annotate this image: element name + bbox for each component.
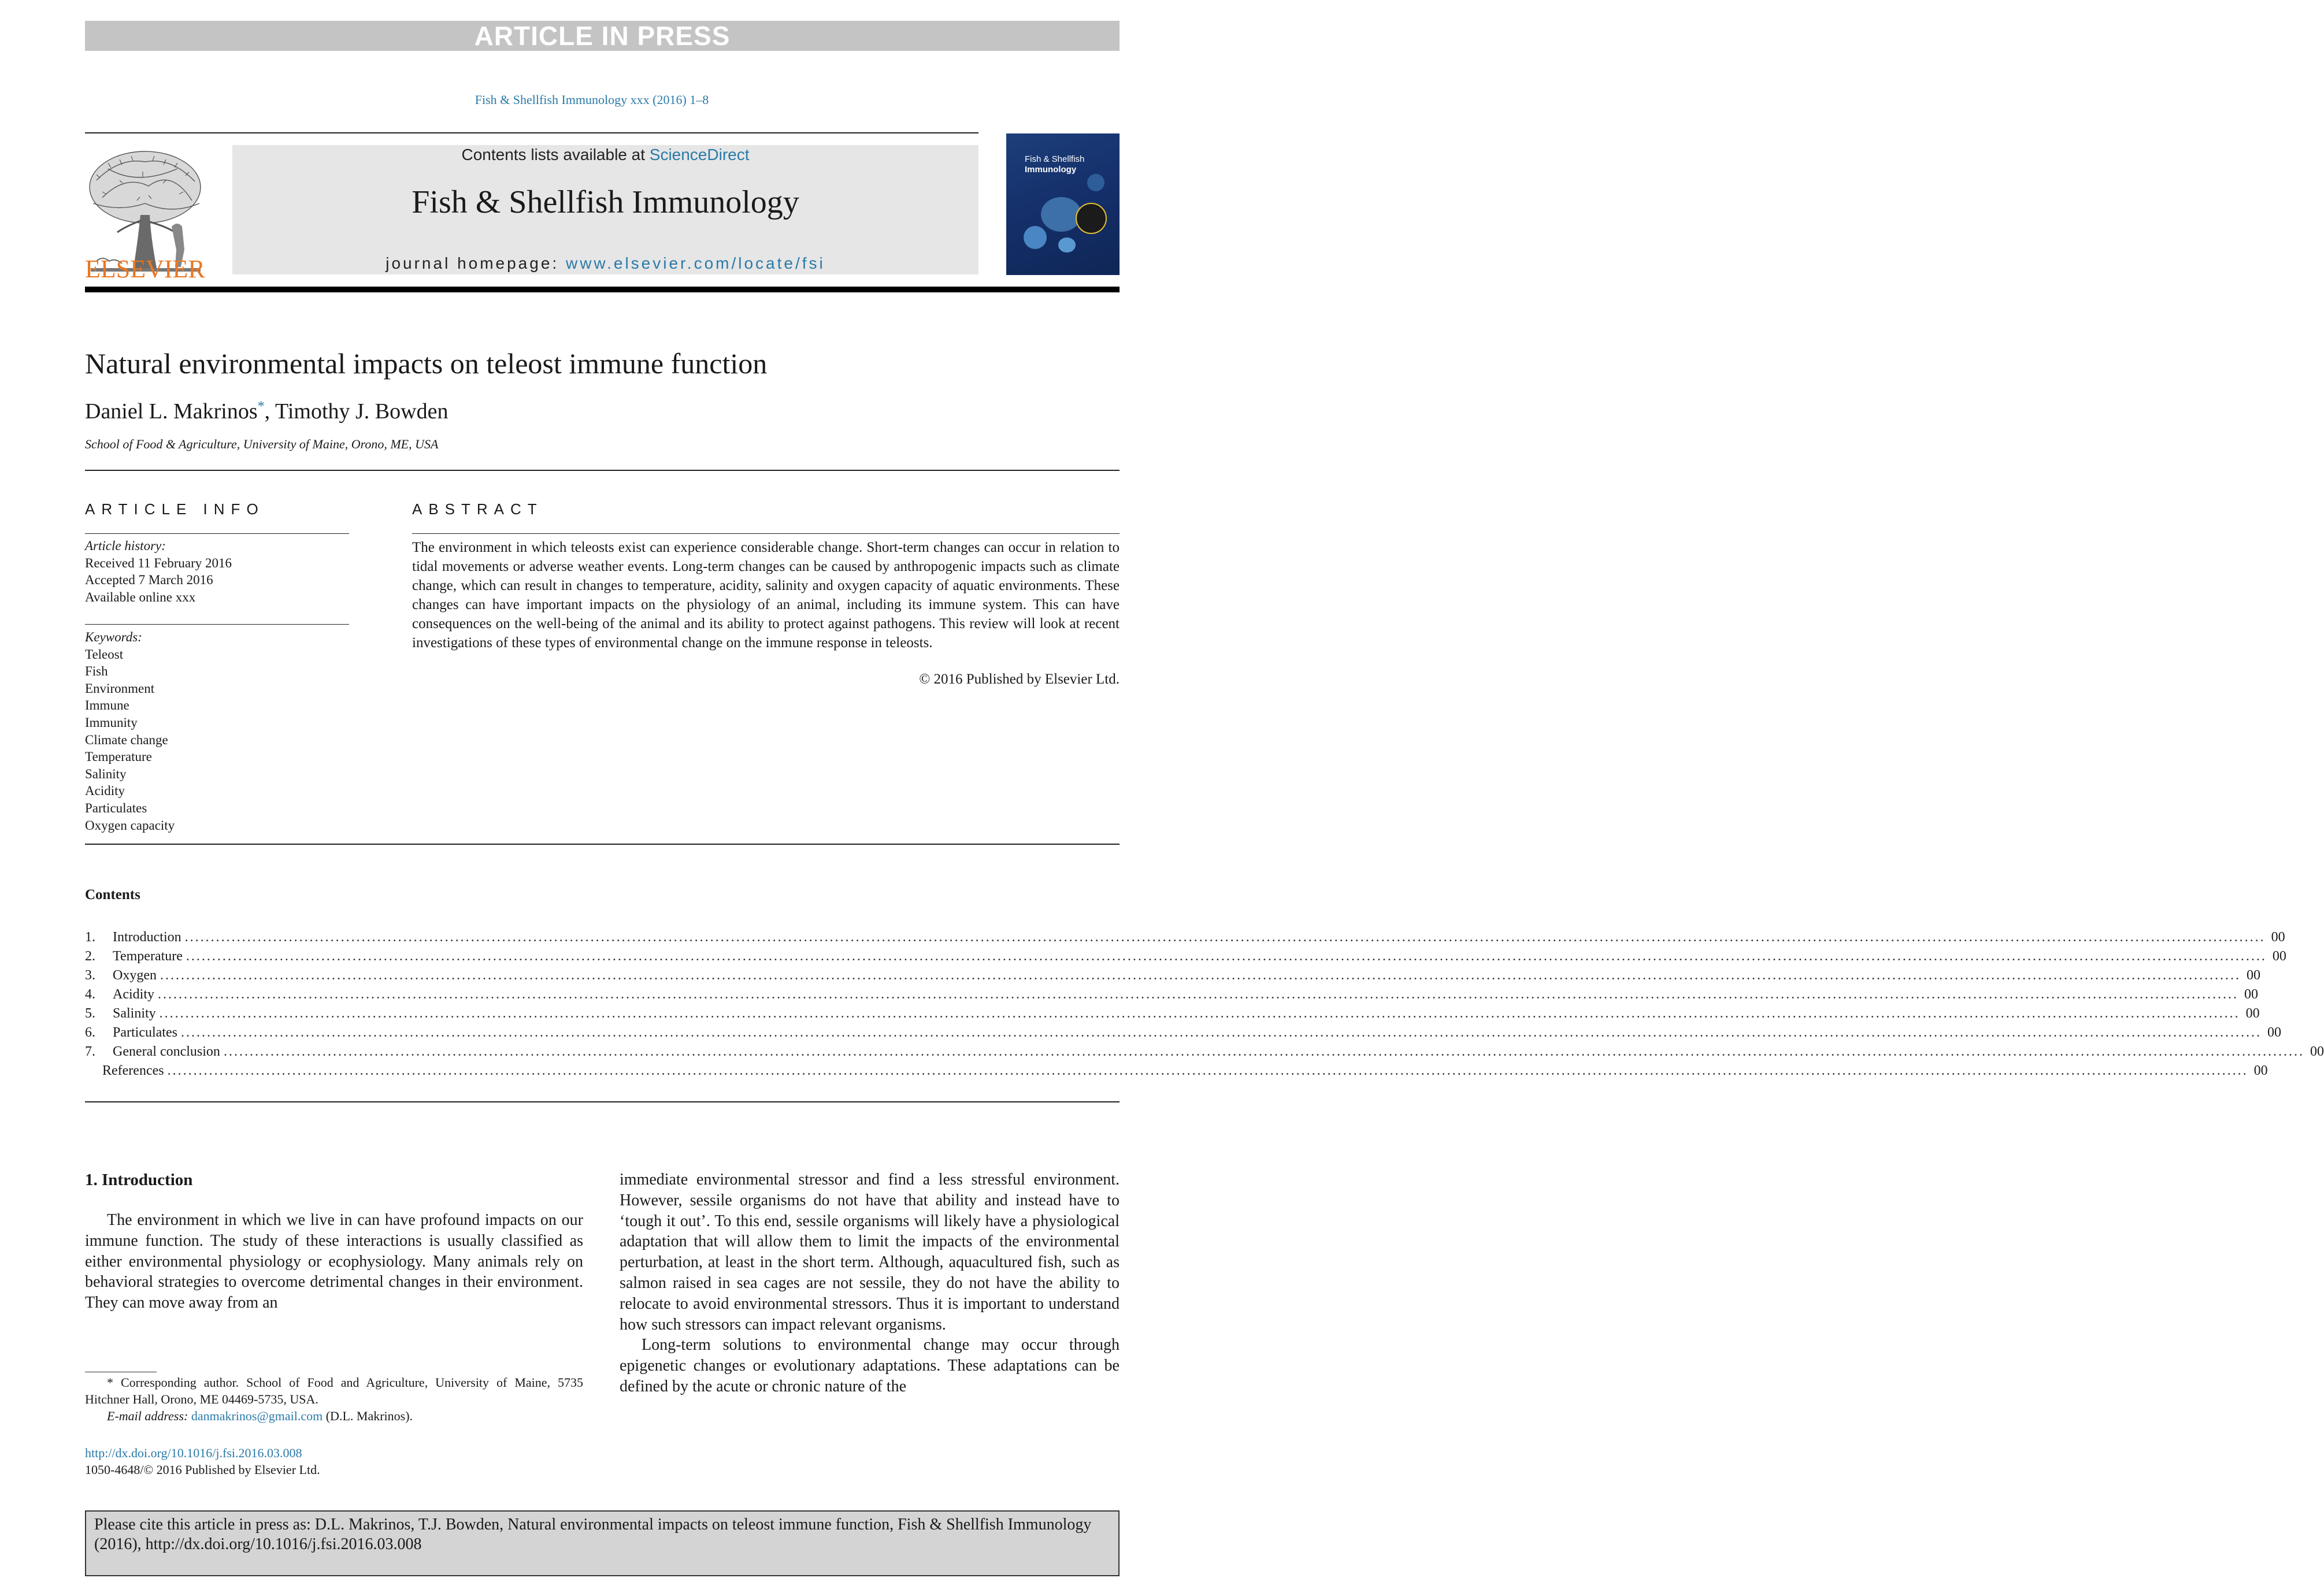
keywords-label: Keywords:: [85, 630, 142, 644]
abstract-copyright: © 2016 Published by Elsevier Ltd.: [919, 671, 1120, 687]
author-list: [85, 399, 448, 424]
toc-label[interactable]: References: [102, 1063, 164, 1078]
keyword-item: Climate change: [85, 732, 168, 747]
email-suffix: (D.L. Makrinos).: [323, 1409, 413, 1423]
homepage-prefix: journal homepage:: [386, 254, 566, 272]
toc-page-number: 00: [2246, 968, 2260, 983]
journal-homepage-line: [232, 254, 978, 273]
intro-paragraph: Long-term solutions to environmental change may occur through epigenetic changes or evolutionary adaptations. These adaptations can be defined by the acute or chronic nature of the: [620, 1336, 1120, 1395]
cover-title-line2: Immunology: [1025, 165, 1077, 174]
toc-row[interactable]: [85, 1023, 2281, 1042]
toc-row[interactable]: [85, 1061, 2268, 1081]
article-info-rule: [85, 533, 349, 534]
toc-number: 6.: [85, 1025, 95, 1040]
author-affiliation: School of Food & Agriculture, University of Maine, Orono, ME, USA: [85, 437, 439, 451]
toc-label[interactable]: Oxygen: [113, 968, 157, 983]
keyword-item: Immune: [85, 698, 129, 713]
cover-image-blob: [1024, 226, 1047, 249]
toc-number: 4.: [85, 987, 95, 1002]
cover-image-blob: [1076, 203, 1107, 234]
toc-number: 1.: [85, 930, 95, 945]
contents-separator: [85, 1101, 1120, 1102]
footnote-email-line: [85, 1408, 583, 1424]
article-history: [85, 537, 349, 606]
keyword-item: Fish: [85, 664, 108, 679]
article-in-press-banner: ARTICLE IN PRESS: [85, 21, 1120, 51]
keyword-item: Temperature: [85, 749, 152, 764]
toc-row[interactable]: [85, 985, 2258, 1004]
journal-citation-link[interactable]: Fish & Shellfish Immunology xxx (2016) 1–8: [475, 92, 709, 107]
section-heading-introduction: 1. Introduction: [85, 1171, 193, 1189]
keyword-item: Acidity: [85, 784, 125, 799]
table-of-contents: [85, 928, 2324, 1081]
elsevier-wordmark: ELSEVIER: [85, 255, 205, 283]
toc-leader-dots: ................................................................................................................................................................................................................................................................................................................................................................................................................: [159, 1006, 2240, 1021]
contents-available-line: [232, 145, 978, 165]
cover-image-blob: [1087, 174, 1104, 191]
contents-available-prefix: Contents lists available at: [461, 146, 650, 164]
keyword-item: Oxygen capacity: [85, 818, 175, 833]
author-email-link[interactable]: danmakrinos@gmail.com: [191, 1409, 323, 1423]
keywords-rule: [85, 624, 349, 625]
cite-this-article-box: Please cite this article in press as: D.L. Makrinos, T.J. Bowden, Natural environmental impacts on teleost immune function, Fish & Shellfish Immunology (2016), http://dx.doi.org/10.1016/j.fsi.2016.03.008: [85, 1510, 1120, 1576]
doi-block: [85, 1445, 320, 1478]
corresponding-author-footnote: [85, 1374, 583, 1424]
toc-row[interactable]: [85, 947, 2286, 966]
toc-row[interactable]: [85, 1004, 2260, 1023]
masthead-top-rule: [85, 132, 978, 133]
toc-number: 2.: [85, 949, 95, 964]
toc-leader-dots: ................................................................................................................................................................................................................................................................................................................................................................................................................: [158, 987, 2238, 1002]
doi-link[interactable]: http://dx.doi.org/10.1016/j.fsi.2016.03.008: [85, 1446, 302, 1460]
toc-label[interactable]: Temperature: [113, 949, 183, 964]
masthead-bottom-rule: [85, 287, 1120, 292]
toc-number: 5.: [85, 1006, 95, 1021]
toc-leader-dots: ................................................................................................................................................................................................................................................................................................................................................................................................................: [223, 1044, 2304, 1059]
history-received: Received 11 February 2016: [85, 555, 232, 570]
keyword-item: Salinity: [85, 766, 127, 781]
keyword-item: Teleost: [85, 647, 124, 662]
keyword-item: Immunity: [85, 715, 138, 730]
abstract-heading: ABSTRACT: [412, 500, 543, 518]
toc-row[interactable]: [85, 966, 2260, 985]
body-column-left: [85, 1210, 583, 1313]
toc-number: 7.: [85, 1044, 95, 1059]
toc-leader-dots: ................................................................................................................................................................................................................................................................................................................................................................................................................: [160, 968, 2241, 983]
history-online: Available online xxx: [85, 589, 196, 604]
toc-page-number: 00: [2271, 930, 2285, 945]
keyword-item: Environment: [85, 681, 155, 696]
toc-row[interactable]: [85, 928, 2285, 947]
journal-name: Fish & Shellfish Immunology: [412, 184, 799, 220]
article-title: Natural environmental impacts on teleost immune function: [85, 347, 768, 380]
cover-image-blob: [1041, 197, 1081, 232]
toc-label[interactable]: Introduction: [113, 930, 181, 945]
toc-leader-dots: ................................................................................................................................................................................................................................................................................................................................................................................................................: [167, 1063, 2248, 1078]
footnote-address: * Corresponding author. School of Food and Agriculture, University of Maine, 5735 Hitchner Hall, Orono, ME 04469-5735, USA.: [85, 1375, 583, 1406]
toc-label[interactable]: General conclusion: [113, 1044, 220, 1059]
cover-title-line1: Fish & Shellfish: [1025, 154, 1085, 164]
cover-image-blob: [1058, 237, 1076, 253]
toc-page-number: 00: [2253, 1063, 2268, 1078]
intro-paragraph: The environment in which we live in can have profound impacts on our immune function. The study of these interactions is usually classified as either environmental physiology or ecophysiology. Many animals rely on behavioral strategies to overcome detrimental changes in their environment. They can move away from an: [85, 1211, 583, 1312]
header-separator: [85, 470, 1120, 471]
sciencedirect-link[interactable]: ScienceDirect: [649, 146, 750, 164]
issn-copyright: 1050-4648/© 2016 Published by Elsevier Ltd.: [85, 1462, 320, 1477]
contents-heading: Contents: [85, 887, 140, 903]
toc-page-number: 00: [2272, 949, 2286, 964]
intro-paragraph: immediate environmental stressor and find a less stressful environment. However, sessile organisms do not have that ability and instead have to ‘tough it out’. To this end, sessile organisms will likely have a physiological adaptation that will allow them to limit the impacts of the environmental perturbation, at least in the short term. Although, aquacultured fish, such as salmon raised in sea cages are not sessile, they do not have the ability to relocate to avoid environmental stressors. Thus it is important to understand how such stressors can impact relevant organisms.: [620, 1171, 1120, 1334]
toc-label[interactable]: Acidity: [113, 987, 154, 1002]
email-label: E-mail address:: [107, 1409, 191, 1423]
keyword-item: Particulates: [85, 800, 147, 815]
toc-leader-dots: ................................................................................................................................................................................................................................................................................................................................................................................................................: [184, 930, 2266, 945]
history-label: Article history:: [85, 539, 166, 553]
author-name[interactable]: Daniel L. Makrinos: [85, 399, 258, 424]
history-accepted: Accepted 7 March 2016: [85, 573, 213, 588]
toc-page-number: 00: [2310, 1044, 2324, 1059]
journal-cover-thumbnail[interactable]: [1006, 133, 1120, 275]
homepage-url-link[interactable]: www.elsevier.com/locate/fsi: [565, 254, 825, 272]
toc-page-number: 00: [2244, 987, 2258, 1002]
toc-row[interactable]: [85, 1042, 2324, 1061]
keywords-list: [85, 629, 349, 834]
abstract-rule: [412, 533, 1120, 534]
corresponding-author-mark[interactable]: *: [257, 399, 265, 414]
body-column-right: [620, 1169, 1120, 1397]
toc-leader-dots: ................................................................................................................................................................................................................................................................................................................................................................................................................: [186, 949, 2267, 964]
toc-label[interactable]: Particulates: [113, 1025, 177, 1040]
abstract-text: The environment in which teleosts exist can experience considerable change. Short-term changes can occur in relation to tidal movements or adverse weather events. Long-term changes can be caused by anthropogenic impacts such as climate change, which can result in changes to temperature, acidity, salinity and oxygen capacity of aquatic environments. These changes can have important impacts on the physiology of an animal, including its immune system. This can have consequences on the well-being of the animal and its ability to protect against pathogens. This review will look at recent investigations of these types of environmental change on the immune response in teleosts.: [412, 540, 1120, 651]
info-separator: [85, 844, 1120, 845]
toc-leader-dots: ................................................................................................................................................................................................................................................................................................................................................................................................................: [180, 1025, 2262, 1040]
toc-page-number: 00: [2245, 1006, 2260, 1021]
toc-page-number: 00: [2267, 1025, 2281, 1040]
article-info-heading: ARTICLE INFO: [85, 500, 265, 518]
author-name[interactable]: , Timothy J. Bowden: [264, 399, 449, 424]
toc-number: 3.: [85, 968, 95, 983]
toc-label[interactable]: Salinity: [113, 1006, 156, 1021]
